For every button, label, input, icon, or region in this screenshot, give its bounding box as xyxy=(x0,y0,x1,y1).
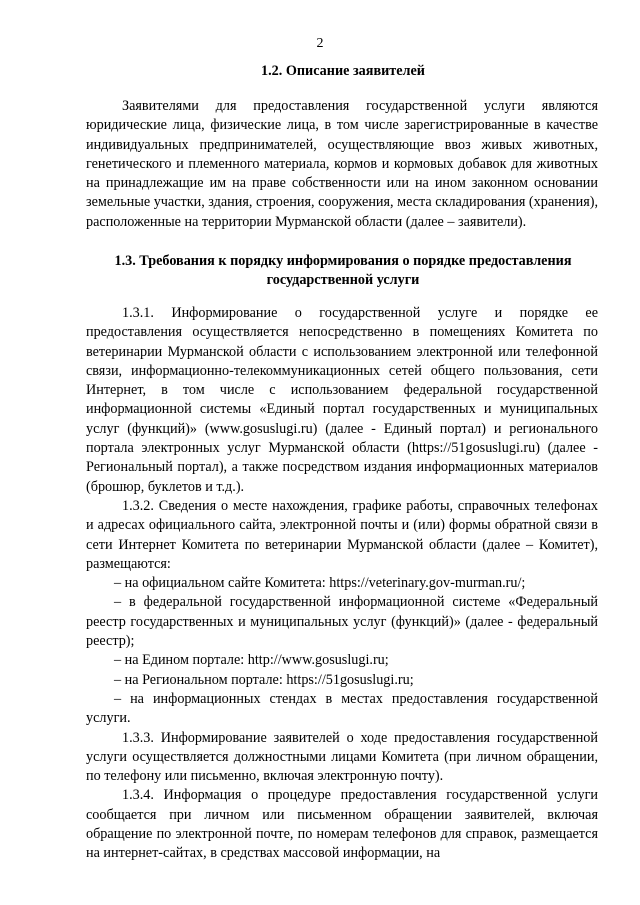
list-item-info-stands: – на информационных стендах в местах предоставления государственной услуги. xyxy=(86,690,598,727)
paragraph-1-3-4: 1.3.4. Информация о процедуре предоставления государственной услуги сообщается при личном или письменном обращении заявителей, включая обращение по электронной почте, по номерам телефонов для справок, размещается на интернет-сайтах, в средствах массовой информации, на xyxy=(86,787,598,862)
section-1-2-body xyxy=(86,97,598,232)
list-item-official-site: – на официальном сайте Комитета: https://veterinary.gov-murman.ru/; xyxy=(114,575,526,592)
paragraph-1-3-3: 1.3.3. Информирование заявителей о ходе предоставления государственной услуги осуществляется должностными лицами Комитета (при личном обращении, по телефону или письменно, включая электронную почту). xyxy=(86,729,598,785)
paragraph-1-3-2: 1.3.2. Сведения о месте нахождения, графике работы, справочных телефонах и адресах официального сайта, электронной почты и (или) формы обратной связи в сети Интернет Комитета по ветеринарии Мурманской области (далее – Комитет), размещаются: xyxy=(86,497,598,572)
list-item-federal-registry: – в федеральной государственной информационной системе «Федеральный реестр государственных и муниципальных услуг (функций)» (далее - федеральный реестр); xyxy=(86,594,598,650)
paragraph-1-3-1: 1.3.1. Информирование о государственной услуге и порядке ее предоставления осуществляется непосредственно в помещениях Комитета по ветеринарии Мурманской области с использованием электронной или телефонной связи, информационно-телекоммуникационных сетей общего пользования, сети Интернет, в том числе с использованием федеральной государственной информационной системы «Единый портал государственных и муниципальных услуг (функций)» (www.gosuslugi.ru) (далее - Единый портал) и регионального портала электронных услуг Мурманской области (https://51gosuslugi.ru) (далее - Региональный портал), а также посредством издания информационных материалов (брошюр, буклетов и т.д.). xyxy=(86,305,598,495)
section-1-3-body xyxy=(86,304,598,864)
list-item-regional-portal: – на Региональном портале: https://51gosuslugi.ru; xyxy=(114,671,414,688)
section-heading-1-3: 1.3. Требования к порядку информирования о порядке предоставления государственной услуги xyxy=(114,253,572,288)
paragraph-applicants: Заявителями для предоставления государственной услуги являются юридические лица, физические лица, в том числе зарегистрированные в качестве индивидуальных предпринимателей, осуществляющие ввоз живых животных, генетического и племенного материала, кормов и кормовых добавок для животных на принадлежащие им на праве собственности или на ином законном основании земельные участки, здания, строения, сооружения, места складирования (хранения), расположенные на территории Мурманской области (далее – заявители). xyxy=(86,98,598,230)
list-item-unified-portal: – на Едином портале: http://www.gosuslugi.ru; xyxy=(114,652,389,669)
page-number: 2 xyxy=(316,36,324,51)
section-heading-1-2: 1.2. Описание заявителей xyxy=(261,63,425,79)
